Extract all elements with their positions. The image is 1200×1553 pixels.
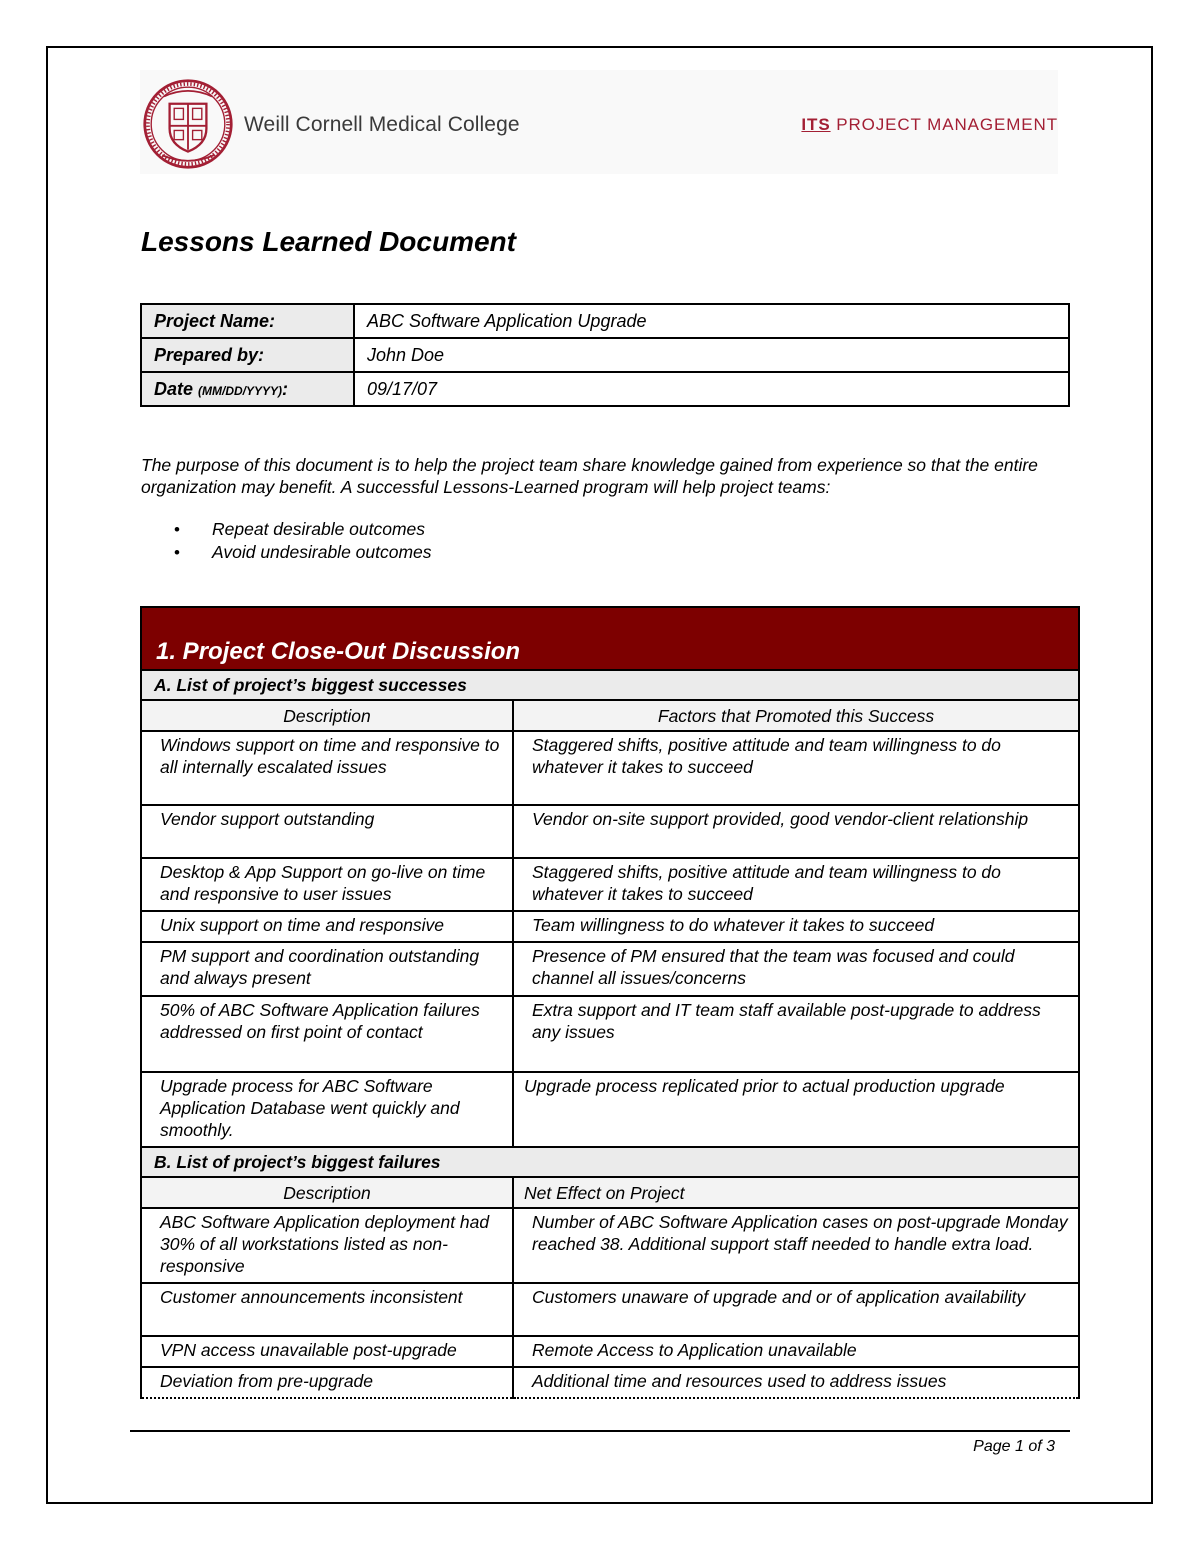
failure-effect: Additional time and resources used to address issues (513, 1367, 1079, 1398)
failure-description: ABC Software Application deployment had 30% of all workstations listed as non-responsive (141, 1208, 513, 1283)
letterhead (140, 70, 1058, 174)
table-row (141, 1283, 1079, 1336)
success-description: PM support and coordination outstanding and always present (141, 942, 513, 996)
success-description: Desktop & App Support on go-live on time and responsive to user issues (141, 858, 513, 911)
project-name-value: ABC Software Application Upgrade (354, 304, 1069, 338)
prepared-by-value: John Doe (354, 338, 1069, 372)
date-row (141, 372, 1069, 406)
success-factor: Team willingness to do whatever it takes to succeed (513, 911, 1079, 942)
success-factor: Staggered shifts, positive attitude and team willingness to do whatever it takes to succeed (513, 858, 1079, 911)
failures-col-description: Description (141, 1177, 513, 1208)
list-item: • Avoid undesirable outcomes (141, 541, 432, 564)
success-factor: Extra support and IT team staff available post-upgrade to address any issues (513, 996, 1079, 1072)
failure-description: Customer announcements inconsistent (141, 1283, 513, 1336)
list-item: • Repeat desirable outcomes (141, 518, 432, 541)
table-row (141, 1367, 1079, 1398)
success-description: Upgrade process for ABC Software Application Database went quickly and smoothly. (141, 1072, 513, 1147)
success-description: Windows support on time and responsive to all internally escalated issues (141, 731, 513, 805)
success-factor: Staggered shifts, positive attitude and team willingness to do whatever it takes to succeed (513, 731, 1079, 805)
outcome-list (141, 518, 432, 564)
failures-heading: B. List of project’s biggest failures (141, 1147, 1079, 1177)
successes-col-factors: Factors that Promoted this Success (513, 700, 1079, 731)
project-info-table (140, 303, 1070, 407)
page-title: Lessons Learned Document (141, 226, 516, 257)
failure-effect: Remote Access to Application unavailable (513, 1336, 1079, 1367)
table-row (141, 1072, 1079, 1147)
prepared-by-label: Prepared by: (141, 338, 354, 372)
failures-col-effect: Net Effect on Project (513, 1177, 1079, 1208)
date-value: 09/17/07 (354, 372, 1069, 406)
date-format-hint: (MM/DD/YYYY) (198, 383, 283, 398)
success-factor: Upgrade process replicated prior to actual production upgrade (513, 1072, 1079, 1147)
table-row (141, 805, 1079, 858)
success-description: 50% of ABC Software Application failures addressed on first point of contact (141, 996, 513, 1072)
department-name (801, 115, 1058, 135)
page-number: Page 1 of 3 (973, 1438, 1055, 1455)
successes-col-description: Description (141, 700, 513, 731)
date-label-colon: : (282, 378, 289, 399)
table-row (141, 858, 1079, 911)
project-name-row (141, 304, 1069, 338)
table-row (141, 942, 1079, 996)
purpose-paragraph: The purpose of this document is to help the project team share knowledge gained from experience so that the entire organization may benefit. A successful Lessons-Learned program will help project teams: (141, 455, 1038, 497)
success-description: Unix support on time and responsive (141, 911, 513, 942)
table-row (141, 996, 1079, 1072)
college-seal-icon (142, 78, 234, 170)
table-row (141, 731, 1079, 805)
department-rest: PROJECT MANAGEMENT (830, 115, 1058, 134)
successes-heading: A. List of project’s biggest successes (141, 670, 1079, 700)
success-factor: Presence of PM ensured that the team was focused and could channel all issues/concerns (513, 942, 1079, 996)
section-title: 1. Project Close-Out Discussion (141, 607, 1079, 670)
lessons-table (140, 606, 1080, 1399)
department-its: ITS (801, 115, 831, 134)
date-label-text: Date (154, 378, 199, 399)
table-row (141, 911, 1079, 942)
failure-description: Deviation from pre-upgrade (141, 1367, 513, 1398)
success-description: Vendor support outstanding (141, 805, 513, 858)
failure-description: VPN access unavailable post-upgrade (141, 1336, 513, 1367)
failure-effect: Customers unaware of upgrade and or of application availability (513, 1283, 1079, 1336)
success-factor: Vendor on-site support provided, good vendor-client relationship (513, 805, 1079, 858)
table-row (141, 1208, 1079, 1283)
college-name: Weill Cornell Medical College (244, 113, 520, 136)
date-label (141, 372, 354, 406)
project-name-label: Project Name: (141, 304, 354, 338)
failure-effect: Number of ABC Software Application cases on post-upgrade Monday reached 38. Additional support staff needed to handle extra load. (513, 1208, 1079, 1283)
prepared-by-row (141, 338, 1069, 372)
footer-rule (130, 1430, 1070, 1432)
table-row (141, 1336, 1079, 1367)
